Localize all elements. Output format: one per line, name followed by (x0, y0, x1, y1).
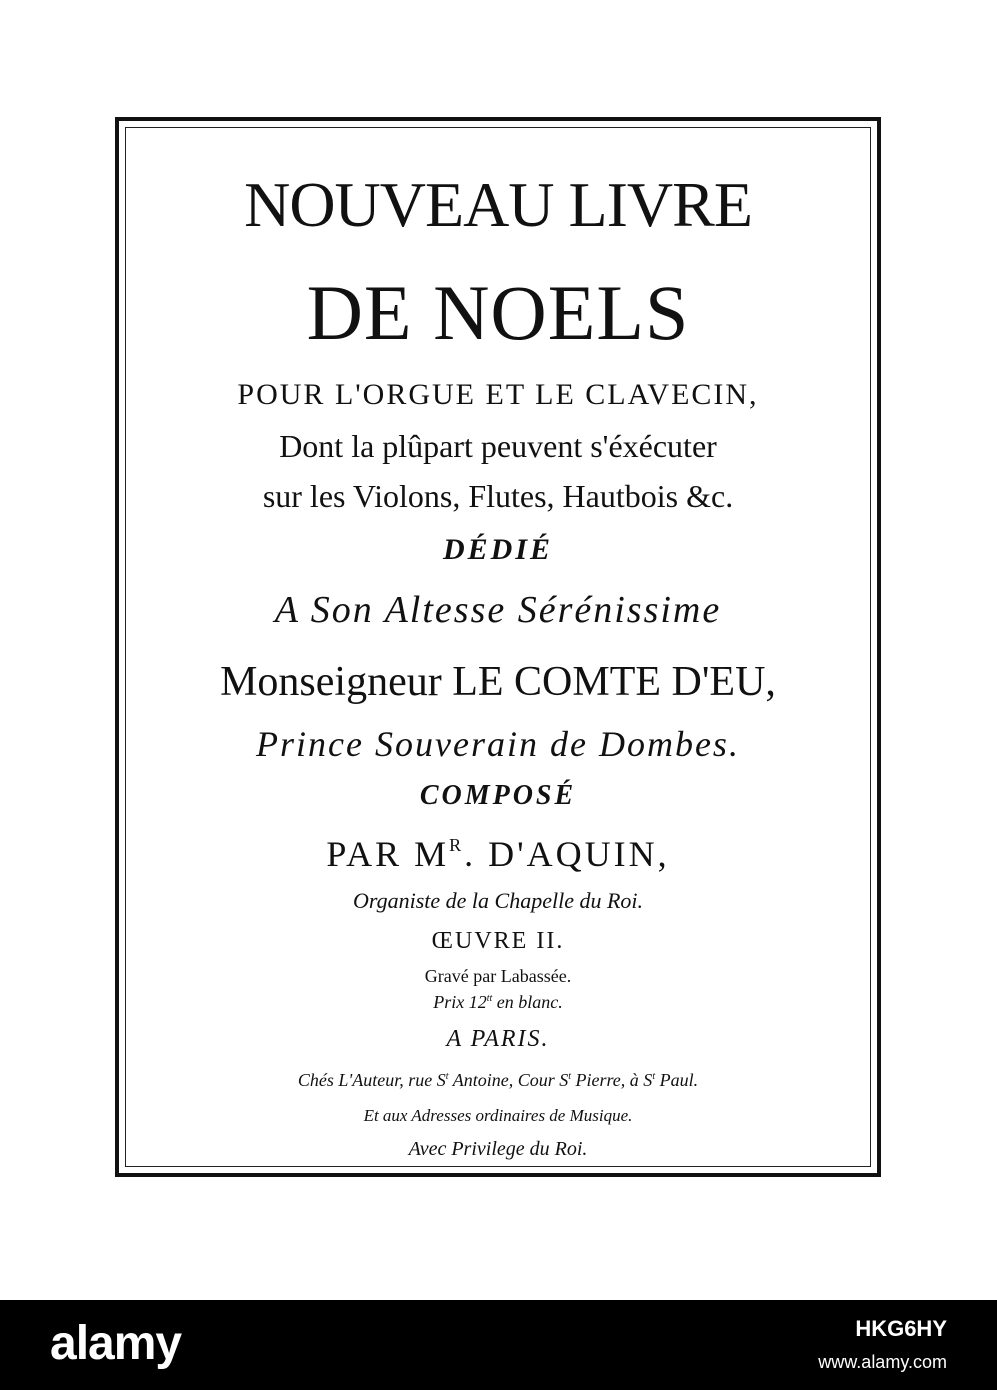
image-id: HKG6HY (855, 1316, 947, 1341)
site-url: www.alamy.com (818, 1352, 947, 1372)
sellers-line: Et aux Adresses ordinaires de Musique. (363, 1106, 633, 1125)
engraved-border (115, 117, 881, 1177)
opus-number: ŒUVRE II. (431, 928, 565, 954)
publication-city: A PARIS. (446, 1026, 550, 1052)
alamy-logo: alamy (50, 1317, 182, 1370)
publisher-address: Chés L'Auteur, rue $S^t$ Antoine, Cour $S^t$ Pierre, à $S^t$ Paul. (297, 1070, 699, 1090)
title-line-1: NOUVEAU LIVRE (244, 169, 752, 240)
title-line-2: DE NOELS (306, 269, 690, 356)
composed-heading: COMPOSÉ (419, 780, 577, 811)
watermark-banner (0, 1300, 997, 1390)
dedication-line-2: Monseigneur LE COMTE D'EU, (220, 659, 776, 705)
composer-title: Organiste de la Chapelle du Roi. (352, 888, 644, 913)
subtitle-performance-2: sur les Violons, Flutes, Hautbois &c. (262, 478, 734, 514)
composer-name: PAR $M^R$. D'AQUIN, (326, 834, 670, 874)
inner-border (125, 127, 871, 1167)
subtitle-performance-1: Dont la plûpart peuvent s'éxécuter (279, 428, 717, 464)
privilege-line: Avec Privilege du Roi. (408, 1138, 588, 1160)
dedication-line-1: A Son Altesse Sérénissime (274, 589, 722, 631)
engraver-credit: Gravé par Labassée. (424, 966, 572, 986)
dedication-line-3: Prince Souverain de Dombes. (256, 724, 740, 764)
dedication-heading: DÉDIÉ (442, 533, 554, 566)
subtitle-instruments: POUR L'ORGUE ET LE CLAVECIN, (237, 378, 759, 411)
price: Prix $12^{tt}$ en blanc. (433, 992, 563, 1012)
